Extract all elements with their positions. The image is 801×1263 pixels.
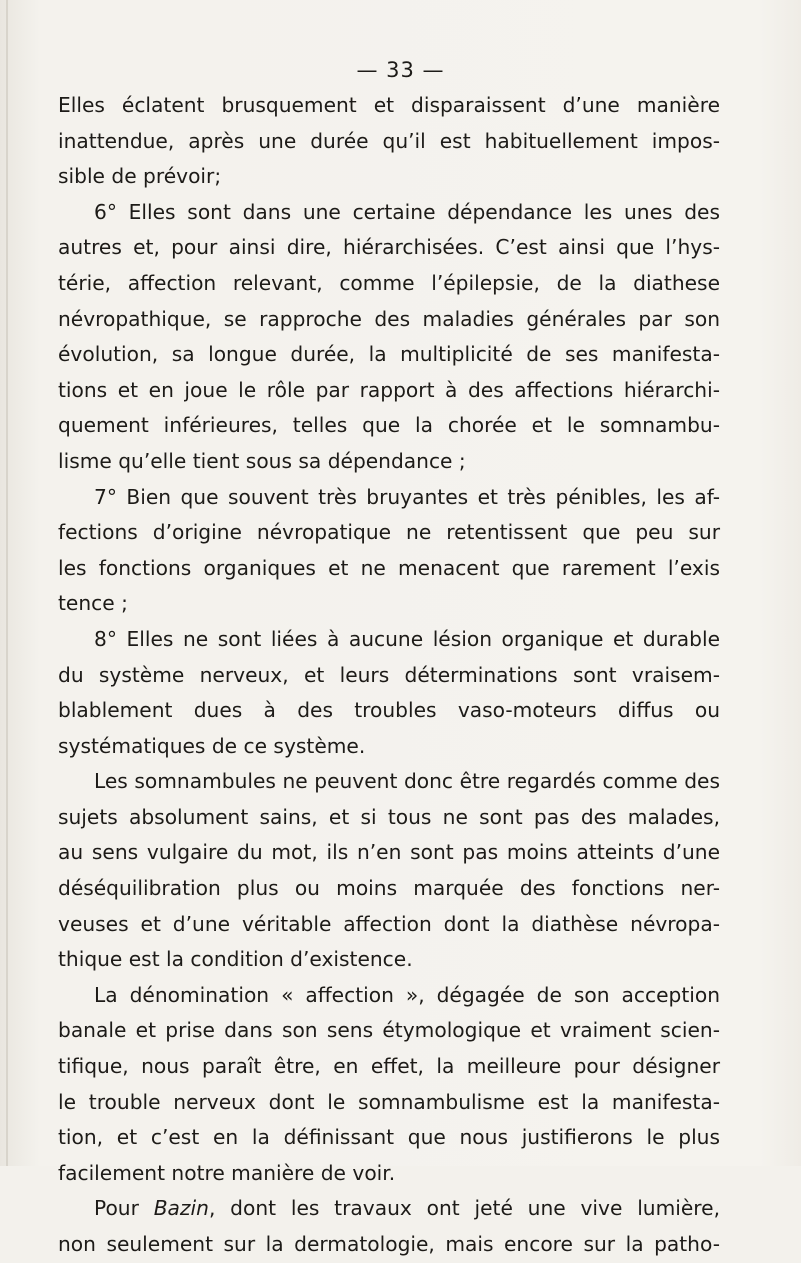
- text-line: sible de prévoir;: [58, 164, 222, 189]
- text-line: 7° Bien que souvent très bruyantes et très pénibles, les af-: [94, 484, 720, 509]
- text-line: banale et prise dans son sens étymologique et vraiment scien-: [58, 1018, 720, 1043]
- text-line: veuses et d’une véritable affection dont la diathèse névropa-: [58, 911, 720, 936]
- text-line: tions et en joue le rôle par rapport à des affections hiérarchi-: [58, 377, 720, 402]
- text-line: du système nerveux, et leurs déterminations sont vraisem-: [58, 662, 720, 687]
- text-line: [58, 1191, 720, 1227]
- body-text: [58, 88, 720, 1263]
- text-line: tifique, nous paraît être, en effet, la meilleure pour désigner: [58, 1054, 720, 1079]
- text-line: quement inférieures, telles que la chorée et le somnambu-: [58, 413, 720, 438]
- text-line: blablement dues à des troubles vaso-moteurs diffus ou: [58, 698, 720, 723]
- text-line: Les somnambules ne peuvent donc être regardés comme des: [94, 769, 720, 794]
- page-number: — 33 —: [356, 58, 445, 82]
- text-line: tion, et c’est en la définissant que nous justifierons le plus: [58, 1125, 720, 1150]
- text-line: 8° Elles ne sont liées à aucune lésion organique et durable: [94, 626, 720, 651]
- text-line: sujets absolument sains, et si tous ne sont pas des malades,: [58, 804, 720, 829]
- text-line-rest: , dont les travaux ont jeté une vive lumière,: [208, 1196, 720, 1221]
- text-line: au sens vulgaire du mot, ils n’en sont pas moins atteints d’une: [58, 840, 720, 865]
- text-line: 6° Elles sont dans une certaine dépendance les unes des: [94, 199, 720, 224]
- text-line: térie, affection relevant, comme l’épilepsie, de la diathese: [58, 270, 720, 295]
- text-line: les fonctions organiques et ne menacent que rarement l’exis: [58, 555, 720, 580]
- text-line: inattendue, après une durée qu’il est habituellement impos-: [58, 128, 720, 153]
- text-line: facilement notre manière de voir.: [58, 1160, 396, 1185]
- text-line: Elles éclatent brusquement et disparaissent d’une manière: [58, 93, 720, 117]
- text-line: le trouble nerveux dont le somnambulisme est la manifesta-: [58, 1089, 720, 1114]
- text-line: thique est la condition d’existence.: [58, 947, 413, 972]
- text-line: non seulement sur la dermatologie, mais encore sur la patho-: [58, 1232, 720, 1256]
- text-line: systématiques de ce système.: [58, 733, 366, 758]
- text-line: tence ;: [58, 591, 128, 616]
- text-line: évolution, sa longue durée, la multiplicité de ses manifesta-: [58, 342, 720, 367]
- page-edge-shadow: [6, 0, 8, 1166]
- text-line: fections d’origine névropatique ne retentissent que peu sur: [58, 520, 720, 545]
- text-line: La dénomination « affection », dégagée de son acception: [94, 982, 720, 1007]
- text-line: autres et, pour ainsi dire, hiérarchisées. C’est ainsi que l’hys-: [58, 235, 720, 260]
- text-line: névropathique, se rapproche des maladies générales par son: [58, 306, 720, 331]
- italic-name: Bazin: [153, 1196, 209, 1221]
- text-line-prefix: Pour: [94, 1196, 154, 1221]
- text-line: déséquilibration plus ou moins marquée des fonctions ner-: [58, 876, 720, 901]
- text-line: lisme qu’elle tient sous sa dépendance ;: [58, 448, 466, 473]
